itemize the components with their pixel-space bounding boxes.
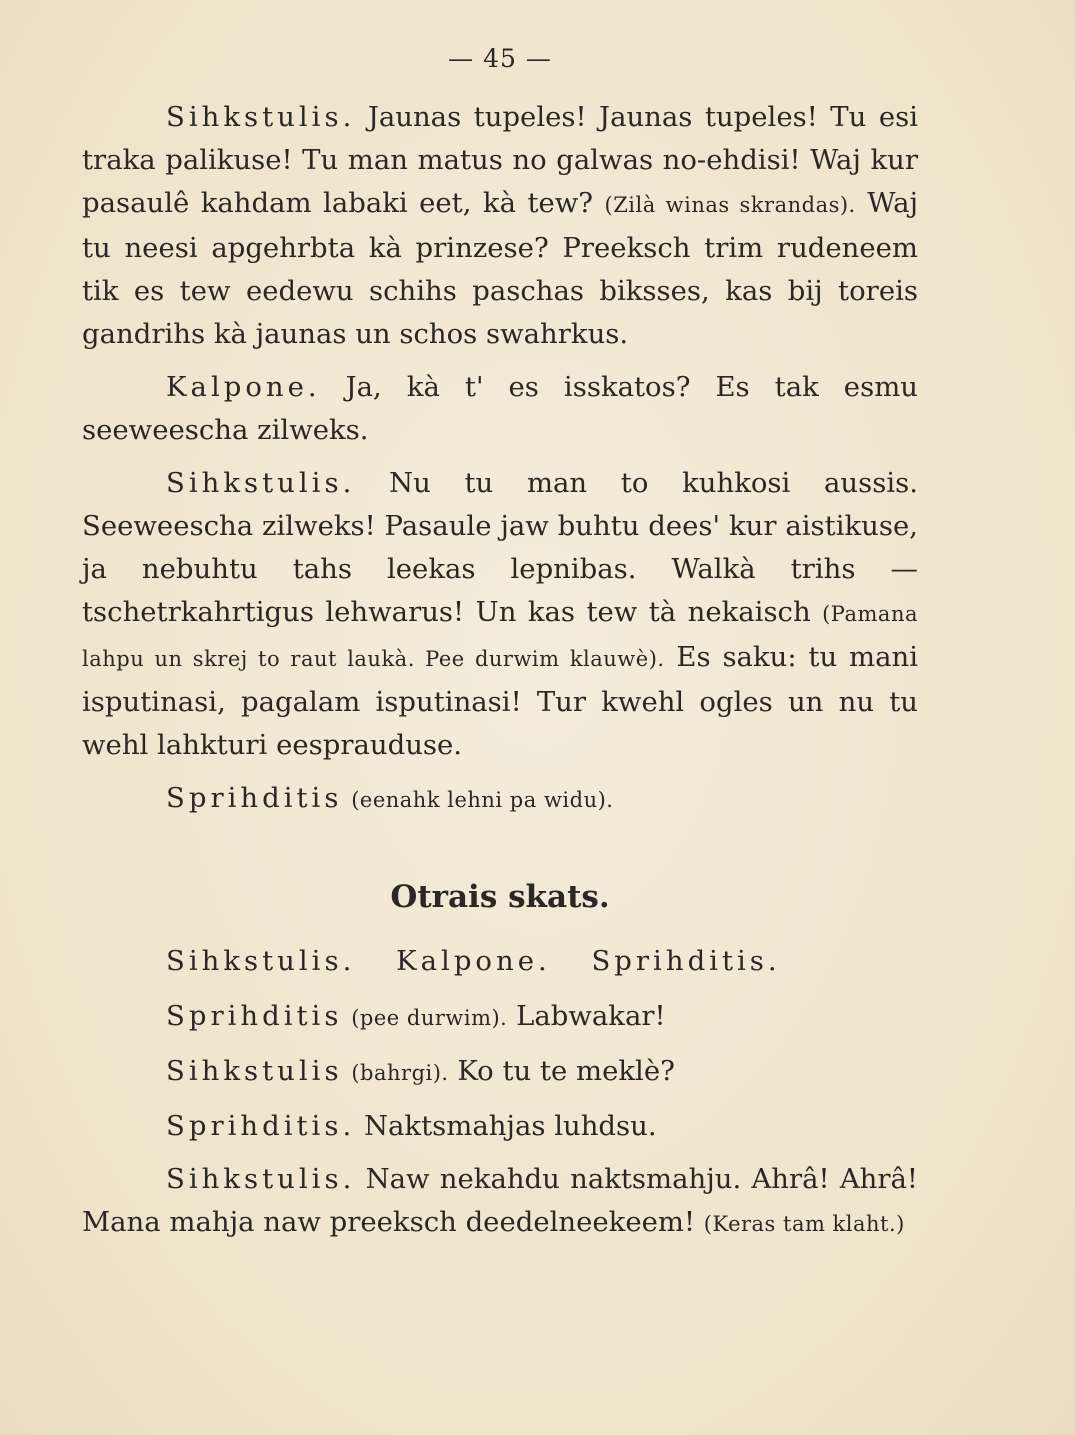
cast-member: Sihkstulis. [166, 945, 356, 977]
speaker-name: Sihkstulis [166, 1055, 343, 1087]
cast-member: Kalpone. [396, 945, 551, 977]
cast-list [82, 940, 918, 983]
speaker-name: Sprihditis [166, 1000, 343, 1032]
paragraph-4 [82, 777, 918, 822]
dialogue-line-2 [82, 1050, 918, 1095]
dialogue-text: Naktsmahjas luhdsu. [363, 1110, 657, 1142]
speaker-name: Sihkstulis. [166, 1163, 356, 1195]
paragraph-1 [82, 96, 918, 356]
stage-direction: (bahrgi). [351, 1061, 449, 1085]
dialogue-text: Ja, kà t' es isskatos? Es tak esmu seeweescha zilweks. [82, 371, 918, 446]
paragraph-3 [82, 462, 918, 767]
dialogue-text: Jaunas tupeles! Jaunas tupeles! Tu esi traka palikuse! Tu man matus no galwas no-ehdisi! Waj kur pasaulê kahdam labaki eet, kà tew? [82, 101, 918, 219]
speaker-name: Sprihditis. [166, 1110, 356, 1142]
scene-heading: Otrais skats. [390, 879, 610, 915]
dialogue-line-4 [82, 1158, 918, 1246]
paragraph-2 [82, 366, 918, 452]
speaker-name: Sprihditis [166, 782, 343, 814]
page-text [82, 96, 918, 1256]
stage-direction: (eenahk lehni pa widu). [351, 788, 614, 812]
dialogue-text: Naw nekahdu naktsmahju. Ahrâ! Ahrâ! Mana mahja naw preeksch deedelneekeem! [82, 1163, 918, 1238]
speaker-name: Sihkstulis. [166, 467, 356, 499]
stage-direction: (Pamana lahpu un skrej to raut laukà. Pee durwim klauwè). [82, 602, 918, 671]
stage-direction: (pee durwim). [351, 1006, 508, 1030]
speaker-name: Sihkstulis. [166, 101, 356, 133]
dialogue-line-3 [82, 1105, 918, 1148]
dialogue-line-1 [82, 995, 918, 1040]
speaker-name: Kalpone. [166, 371, 321, 403]
cast-member: Sprihditis. [591, 945, 781, 977]
dialogue-text: Es saku: tu mani isputinasi, pagalam isputinasi! Tur kwehl ogles un nu tu wehl lahkturi eesprauduse. [82, 641, 918, 761]
stage-direction: (Keras tam klaht.) [703, 1212, 905, 1236]
dialogue-text: Nu tu man to kuhkosi aussis. Seeweescha zilweks! Pasaule jaw buhtu dees' kur aistikuse, ja nebuhtu tahs leekas lepnibas. Walkà trihs — tschetrkahrtigus lehwarus! Un kas tew tà nekaisch [82, 467, 918, 628]
dialogue-text: Waj tu neesi apgehrbta kà prinzese? Preeksch trim rudeneem tik es tew eedewu schihs paschas biksses, kas bij toreis gandrihs kà jaunas un schos swahrkus. [82, 187, 918, 350]
stage-direction: (Zilà winas skrandas). [604, 193, 856, 217]
dialogue-text: Labwakar! [516, 1000, 666, 1032]
dialogue-text: Ko tu te meklè? [457, 1055, 675, 1087]
page-number: — 45 — [448, 44, 552, 73]
